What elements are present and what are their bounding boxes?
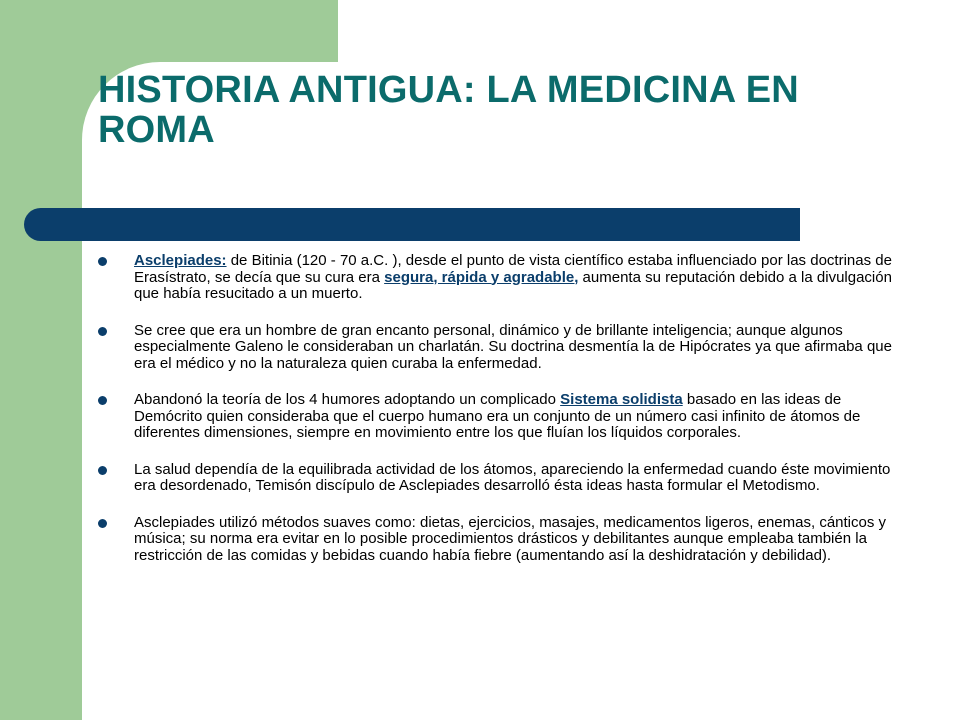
- title-accent-bar: [24, 208, 800, 241]
- bullet-text: Asclepiades utilizó métodos suaves como: dietas, ejercicios, masajes, medicamentos ligeros, enemas, cánticos y música; su norma era evitar en lo posible procedimientos drásticos y debilitantes aunque empleaba también la restricción de las comidas y bebidas cuando había fiebre (aumentando así la deshidratación y debilidad).: [134, 513, 887, 564]
- bullet-dot-icon: [98, 396, 107, 405]
- bullet-text: Abandonó la teoría de los 4 humores adoptando un complicado: [134, 391, 561, 408]
- bullet-dot-icon: [98, 257, 107, 266]
- bullet-text: basado en las ideas de Demócrito quien consideraba que el cuerpo humano era un conjunto de un número casi infinito de átomos de diferentes dimensiones, siempre en movimiento entre los que fluían los líquidos corporales.: [134, 391, 861, 441]
- bullet-item: [98, 323, 898, 373]
- bullet-text: Se cree que era un hombre de gran encanto personal, dinámico y de brillante inteligencia; aunque algunos especialmente Galeno le consideraban un charlatán. Su doctrina desmentía la de Hipócrates ya que afirmaba que era el médico y no la naturaleza quien curaba la enfermedad.: [134, 321, 892, 372]
- bullet-item: [98, 462, 898, 495]
- bullet-dot-icon: [98, 519, 107, 528]
- bullet-item: [98, 392, 898, 442]
- highlighted-term: Asclepiades:: [134, 252, 227, 269]
- bullet-dot-icon: [98, 466, 107, 475]
- slide-title: HISTORIA ANTIGUA: LA MEDICINA EN ROMA: [98, 69, 799, 151]
- bullet-dot-icon: [98, 327, 107, 336]
- bullet-item: [98, 253, 898, 303]
- highlighted-term: Sistema solidista: [560, 391, 683, 408]
- bullet-item: [98, 515, 898, 565]
- bullet-text: La salud dependía de la equilibrada actividad de los átomos, apareciendo la enfermedad cuando éste movimiento era desordenado, Temisón discípulo de Asclepiades desarrolló ésta ideas hasta formular el Metodismo.: [134, 460, 891, 494]
- bullet-list: [98, 253, 898, 584]
- highlighted-term: segura, rápida y agradable,: [384, 268, 579, 286]
- bullet-text: de Bitinia (120 - 70 a.C. ), desde el punto de vista científico estaba influenciado por las doctrinas de Erasístrato, se decía que su cura era: [134, 252, 892, 286]
- bullet-text: aumenta su reputación debido a la divulgación que había resucitado a un muerto.: [134, 268, 892, 302]
